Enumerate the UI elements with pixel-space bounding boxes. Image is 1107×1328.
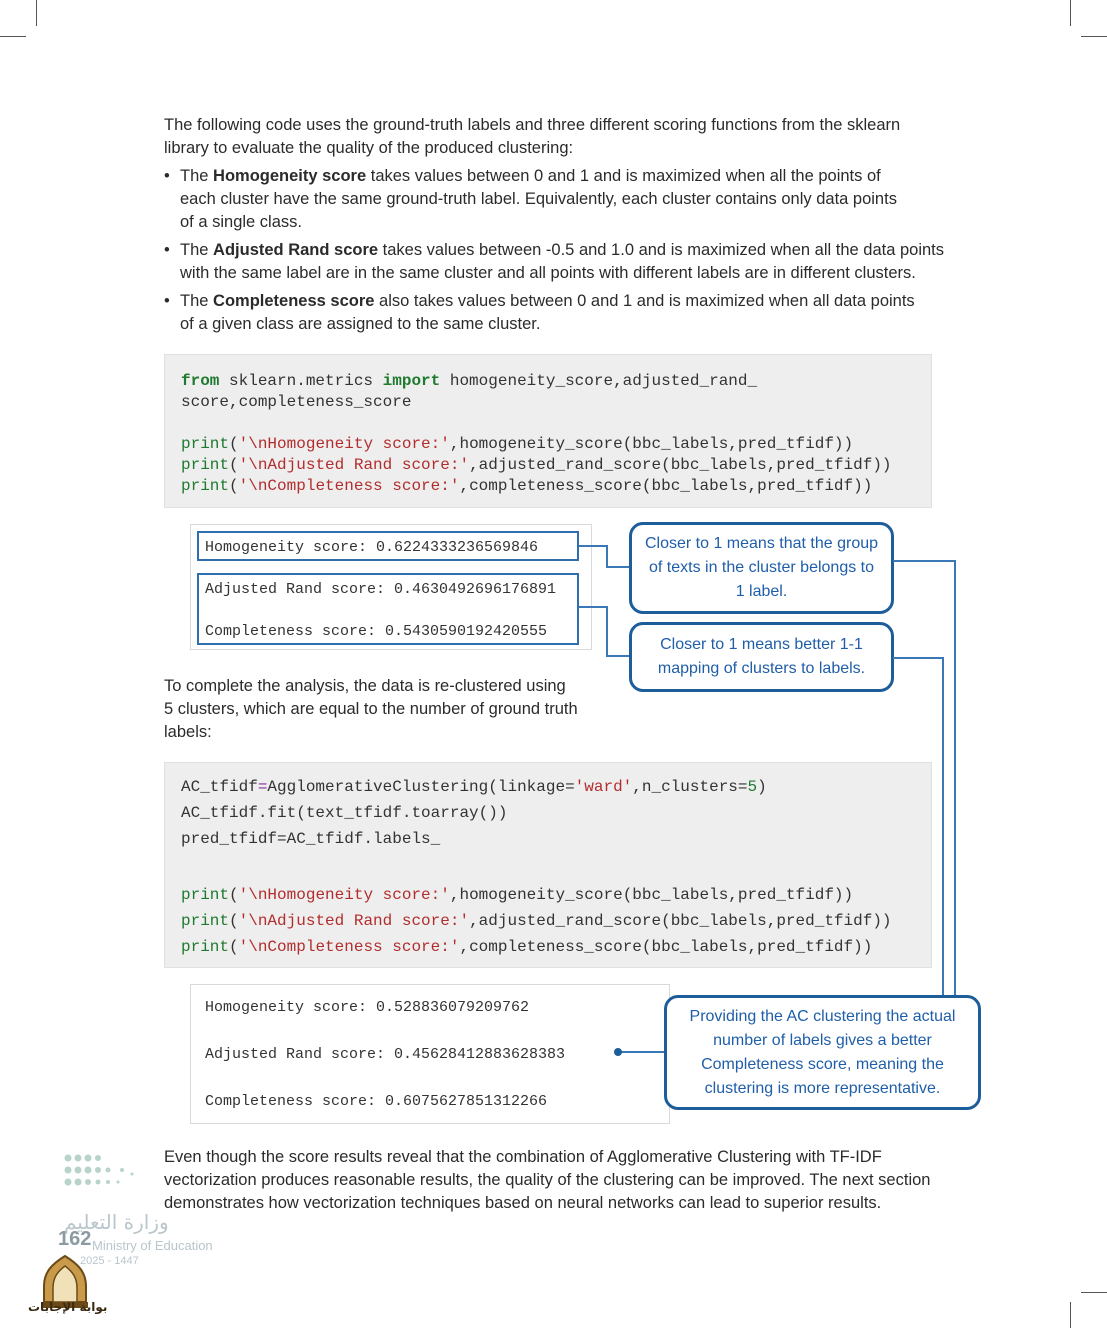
term-adjusted-rand: Adjusted Rand score (213, 241, 379, 259)
ministry-name-english: Ministry of Education (92, 1238, 213, 1253)
code-block-recluster (164, 762, 932, 968)
output-completeness: Completeness score: 0.5430590192420555 (205, 623, 548, 640)
connector-line (893, 560, 955, 562)
code-line: print('\nCompleteness score:',completeness_score(bbc_labels,pred_tfidf)) (181, 938, 873, 956)
intro-line: library to evaluate the quality of the produced clustering: (164, 139, 574, 157)
highlight-homogeneity (197, 531, 579, 561)
output-completeness: Completeness score: 0.6075627851312266 (205, 1093, 548, 1110)
callout-homogeneity: Closer to 1 means that the group of texts in the cluster belongs to 1 label. (629, 522, 894, 614)
connector-line (606, 606, 608, 656)
connector-line (606, 566, 630, 568)
connector-dot (614, 1048, 622, 1056)
closing-paragraph: Even though the score results reveal that the combination of Agglomerative Clustering with TF-IDF vectorization produces reasonable results, the quality of the clustering can be improved. The next section demonstrates how vectorization techniques based on neural networks can lead to superior results. (164, 1148, 931, 1212)
output-adjusted-rand: Adjusted Rand score: 0.4630492696176891 (205, 581, 557, 598)
bullet-adjusted-rand: • The Adjusted Rand score takes values between -0.5 and 1.0 and is maximized when all the data points with the same label are in the same cluster and all points with different labels are in different clusters. (164, 241, 945, 282)
page-number: 162 (58, 1228, 92, 1250)
crop-mark (0, 36, 26, 37)
term-completeness: Completeness score (213, 292, 375, 310)
callout-adjusted-rand: Closer to 1 means better 1-1 mapping of clusters to labels. (629, 622, 894, 692)
output-homogeneity: Homogeneity score: 0.528836079209762 (205, 999, 530, 1016)
code-line: print('\nHomogeneity score:',homogeneity_score(bbc_labels,pred_tfidf)) (181, 435, 854, 453)
ministry-name-arabic: وزارة التعليم (64, 1210, 169, 1234)
code-line: print('\nAdjusted Rand score:',adjusted_rand_score(bbc_labels,pred_tfidf)) (181, 912, 892, 930)
crop-mark (1070, 0, 1071, 26)
crop-mark (1070, 1302, 1071, 1328)
bullet-dot: • (164, 292, 170, 310)
crop-mark (36, 0, 37, 26)
crop-mark (1081, 1292, 1107, 1293)
bullet-completeness: • The Completeness score also takes values between 0 and 1 and is maximized when all data points of a given class are assigned to the same cluster. (164, 292, 915, 333)
code-line: print('\nHomogeneity score:',homogeneity_score(bbc_labels,pred_tfidf)) (181, 886, 854, 904)
bullet-homogeneity: • The Homogeneity score takes values between 0 and 1 and is maximized when all the points of each cluster have the same ground-truth label. Equivalently, each cluster contains only data points of a single class. (164, 167, 897, 231)
ministry-logo-dots-icon (62, 1152, 172, 1196)
bullet-dot: • (164, 167, 170, 185)
connector-line (579, 545, 607, 547)
output-block-2 (190, 984, 670, 1124)
highlight-adjusted-completeness (197, 573, 579, 645)
callout-completeness: Providing the AC clustering the actual number of labels gives a better Completeness score, meaning the clustering is more representative. (664, 995, 981, 1110)
connector-line (954, 560, 956, 996)
connector-line (942, 657, 944, 996)
recluster-paragraph: To complete the analysis, the data is re-clustered using 5 clusters, which are equal to the number of ground truth labels: (164, 677, 578, 741)
output-adjusted-rand: Adjusted Rand score: 0.45628412883628383 (205, 1046, 566, 1063)
code-line: print('\nCompleteness score:',completeness_score(bbc_labels,pred_tfidf)) (181, 477, 873, 495)
connector-line (893, 657, 943, 659)
connector-line (606, 545, 608, 567)
intro-paragraph (164, 114, 964, 160)
code-line: AC_tfidf=AgglomerativeClustering(linkage='ward',n_clusters=5) (181, 778, 767, 796)
code-line: print('\nAdjusted Rand score:',adjusted_rand_score(bbc_labels,pred_tfidf)) (181, 456, 892, 474)
code-line: pred_tfidf=AC_tfidf.labels_ (181, 830, 441, 848)
code-line: AC_tfidf.fit(text_tfidf.toarray()) (181, 804, 508, 822)
answers-portal-label: بوابة الإجابات (28, 1300, 108, 1314)
intro-line: The following code uses the ground-truth labels and three different scoring functions from the sklearn (164, 116, 901, 134)
connector-line (579, 606, 607, 608)
code-line: score,completeness_score (181, 393, 412, 411)
crop-mark (1081, 36, 1107, 37)
edition-year: 2025 - 1447 (80, 1255, 139, 1267)
output-homogeneity: Homogeneity score: 0.6224333236569846 (205, 539, 539, 556)
connector-line (606, 655, 630, 657)
bullet-dot: • (164, 241, 170, 259)
term-homogeneity: Homogeneity score (213, 167, 367, 185)
code-line: from sklearn.metrics import homogeneity_score,adjusted_rand_ (181, 372, 758, 390)
code-block-scoring (164, 354, 932, 508)
connector-line (618, 1051, 666, 1053)
